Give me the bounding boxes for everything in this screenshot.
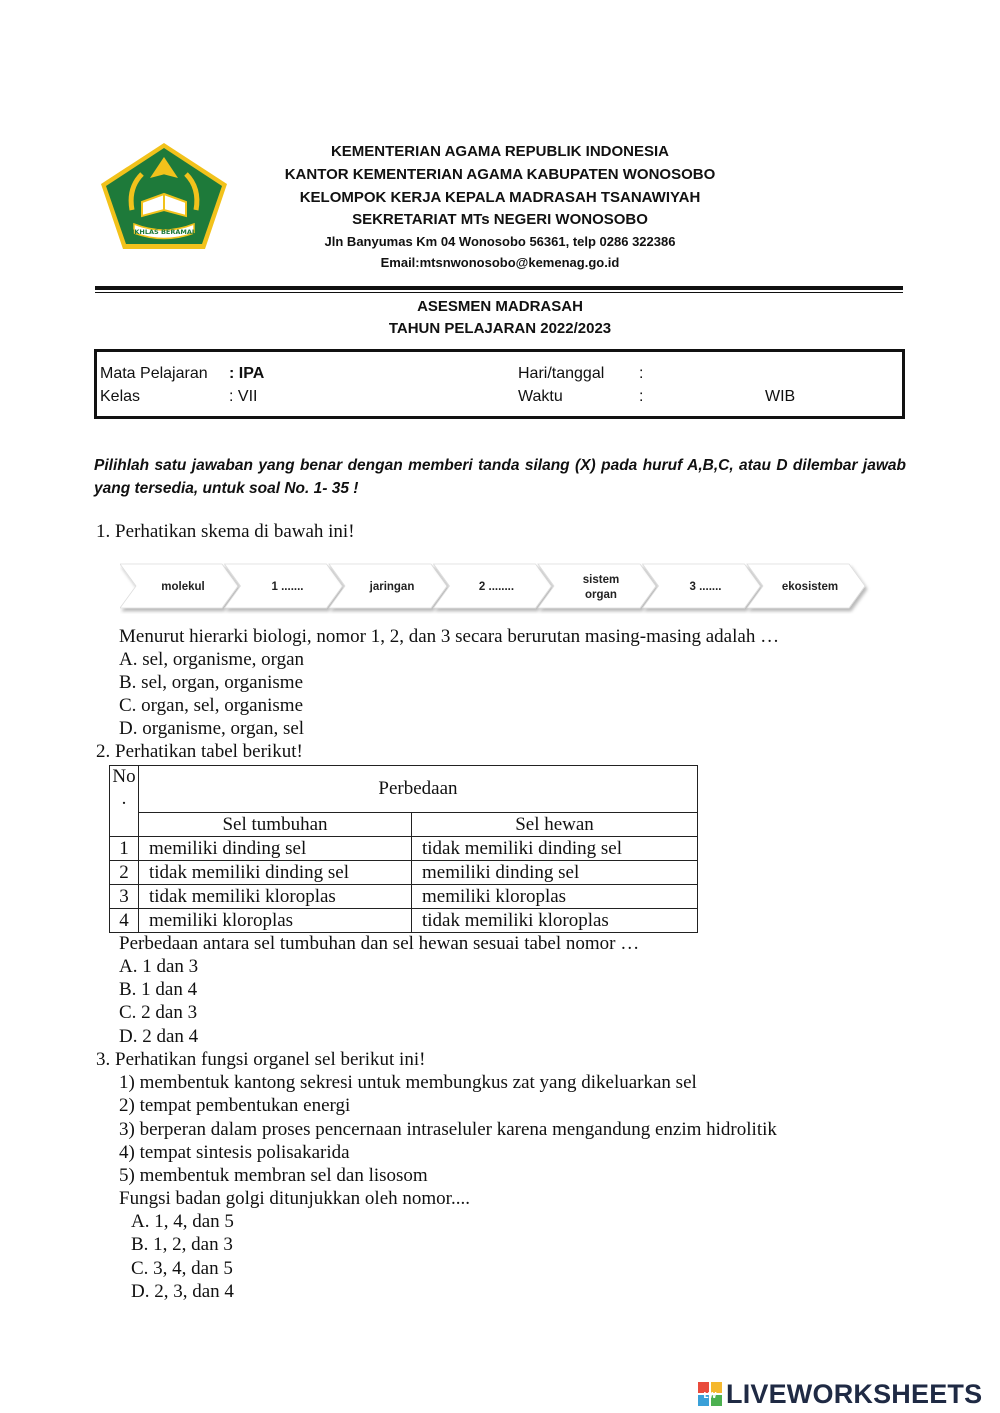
q3-item-4: 4) tempat sintesis polisakarida <box>119 1142 350 1163</box>
liveworksheets-logo[interactable] <box>697 1378 982 1410</box>
scheme-step <box>538 564 656 608</box>
row-plant: tidak memiliki kloroplas <box>139 885 412 909</box>
q3-stem: 3. Perhatikan fungsi organel sel berikut ini! <box>96 1049 426 1070</box>
time-label: Waktu <box>518 388 563 405</box>
header-divider-thin <box>95 292 903 293</box>
day-label: Hari/tanggal <box>518 365 605 382</box>
q1-option-b[interactable]: B. sel, organ, organisme <box>119 672 303 693</box>
header-divider-thick <box>95 286 903 290</box>
badge-text: LW <box>703 1391 717 1400</box>
q2-option-a[interactable]: A. 1 dan 3 <box>119 956 199 977</box>
subject-label: Mata Pelajaran <box>100 365 208 382</box>
q1-option-a[interactable]: A. sel, organisme, organ <box>119 649 305 670</box>
exam-year: TAHUN PELAJARAN 2022/2023 <box>388 320 612 337</box>
row-plant: memiliki kloroplas <box>139 909 412 933</box>
liveworksheets-badge-icon <box>697 1381 723 1407</box>
q1-question: Menurut hierarki biologi, nomor 1, 2, dan 3 secara berurutan masing-masing adalah … <box>119 626 780 647</box>
scheme-step-label: organ <box>585 589 617 601</box>
row-number: 3 <box>110 885 139 909</box>
exam-title: ASESMEN MADRASAH <box>417 298 583 315</box>
table-row <box>110 909 698 933</box>
class-value: : VII <box>229 388 258 405</box>
diff-header: Perbedaan <box>139 766 698 813</box>
row-animal: memiliki kloroplas <box>412 885 698 909</box>
q3-item-2: 2) tempat pembentukan energi <box>119 1095 351 1116</box>
col-animal-header: Sel hewan <box>412 813 698 837</box>
instruction-text: Pilihlah satu jawaban yang benar dengan memberi tanda silang (X) pada huruf A,B,C, atau D dilembar jawab yang tersedia, untuk soal No. 1- 35 ! <box>94 457 906 497</box>
scheme-step-label: 3 ....... <box>689 581 722 593</box>
subject-value: : IPA <box>229 365 265 382</box>
table-header-row <box>110 766 698 813</box>
letterhead-line-2: KANTOR KEMENTERIAN AGAMA KABUPATEN WONOSOBO <box>284 166 716 183</box>
logo-text: IKHLAS BERAMAL <box>131 228 197 236</box>
scheme-step-label: 2 ........ <box>478 581 515 593</box>
row-number: 1 <box>110 837 139 861</box>
cell-difference-table <box>109 765 698 933</box>
row-number: 4 <box>110 909 139 933</box>
row-plant: memiliki dinding sel <box>139 837 412 861</box>
q2-option-d[interactable]: D. 2 dan 4 <box>119 1026 199 1047</box>
row-number: 2 <box>110 861 139 885</box>
table-subheader-row <box>110 813 698 837</box>
exam-info-box <box>94 349 905 419</box>
class-label: Kelas <box>100 388 141 405</box>
q1-stem: 1. Perhatikan skema di bawah ini! <box>96 521 355 542</box>
row-animal: tidak memiliki kloroplas <box>412 909 698 933</box>
q2-option-c[interactable]: C. 2 dan 3 <box>119 1002 198 1023</box>
day-colon: : <box>639 365 644 382</box>
q1-option-c[interactable]: C. organ, sel, organisme <box>119 695 303 716</box>
no-header-cell <box>110 766 139 837</box>
q3-option-c[interactable]: C. 3, 4, dan 5 <box>131 1258 233 1279</box>
scheme-step-label: sistem <box>582 574 620 586</box>
time-colon: : <box>639 388 644 405</box>
q1-option-d[interactable]: D. organisme, organ, sel <box>119 718 305 739</box>
q2-question: Perbedaan antara sel tumbuhan dan sel hewan sesuai tabel nomor … <box>119 933 640 954</box>
time-unit: WIB <box>765 388 796 405</box>
q2-option-b[interactable]: B. 1 dan 4 <box>119 979 198 1000</box>
table-row <box>110 861 698 885</box>
q3-option-d[interactable]: D. 2, 3, dan 4 <box>131 1281 234 1302</box>
q3-question: Fungsi badan golgi ditunjukkan oleh nomor.... <box>119 1188 470 1209</box>
q3-item-3: 3) berperan dalam proses pencernaan intraseluler karena mengandung enzim hidrolitik <box>119 1119 777 1140</box>
q3-item-5: 5) membentuk membran sel dan lisosom <box>119 1165 428 1186</box>
scheme-step-label: molekul <box>161 581 205 593</box>
row-animal: tidak memiliki dinding sel <box>412 837 698 861</box>
letterhead-line-1: KEMENTERIAN AGAMA REPUBLIK INDONESIA <box>330 143 670 160</box>
scheme-step-label: 1 ....... <box>271 581 304 593</box>
no-header-dot: . <box>121 788 127 809</box>
table-row <box>110 885 698 909</box>
letterhead-address: Jln Banyumas Km 04 Wonosobo 56361, telp 0286 322386 <box>324 234 676 249</box>
scheme-step-label: jaringan <box>369 581 415 593</box>
letterhead-line-3: KELOMPOK KERJA KEPALA MADRASAH TSANAWIYAH <box>299 189 701 206</box>
scheme-step-label: ekosistem <box>781 581 839 593</box>
q3-item-1: 1) membentuk kantong sekresi untuk membungkus zat yang dikeluarkan sel <box>119 1072 697 1093</box>
col-plant-header: Sel tumbuhan <box>139 813 412 837</box>
row-animal: memiliki dinding sel <box>412 861 698 885</box>
table-row <box>110 837 698 861</box>
letterhead-email: Email:mtsnwonosobo@kemenag.go.id <box>380 255 620 270</box>
letterhead-line-4: SEKRETARIAT MTs NEGERI WONOSOBO <box>352 211 648 228</box>
row-plant: tidak memiliki dinding sel <box>139 861 412 885</box>
q3-option-a[interactable]: A. 1, 4, dan 5 <box>131 1211 234 1232</box>
hierarchy-scheme <box>120 562 880 614</box>
q2-stem: 2. Perhatikan tabel berikut! <box>96 741 303 762</box>
liveworksheets-wordmark: LIVEWORKSHEETS <box>726 1378 983 1409</box>
no-header: No <box>112 766 136 787</box>
kemenag-logo <box>98 140 230 252</box>
q3-option-b[interactable]: B. 1, 2, dan 3 <box>131 1234 233 1255</box>
